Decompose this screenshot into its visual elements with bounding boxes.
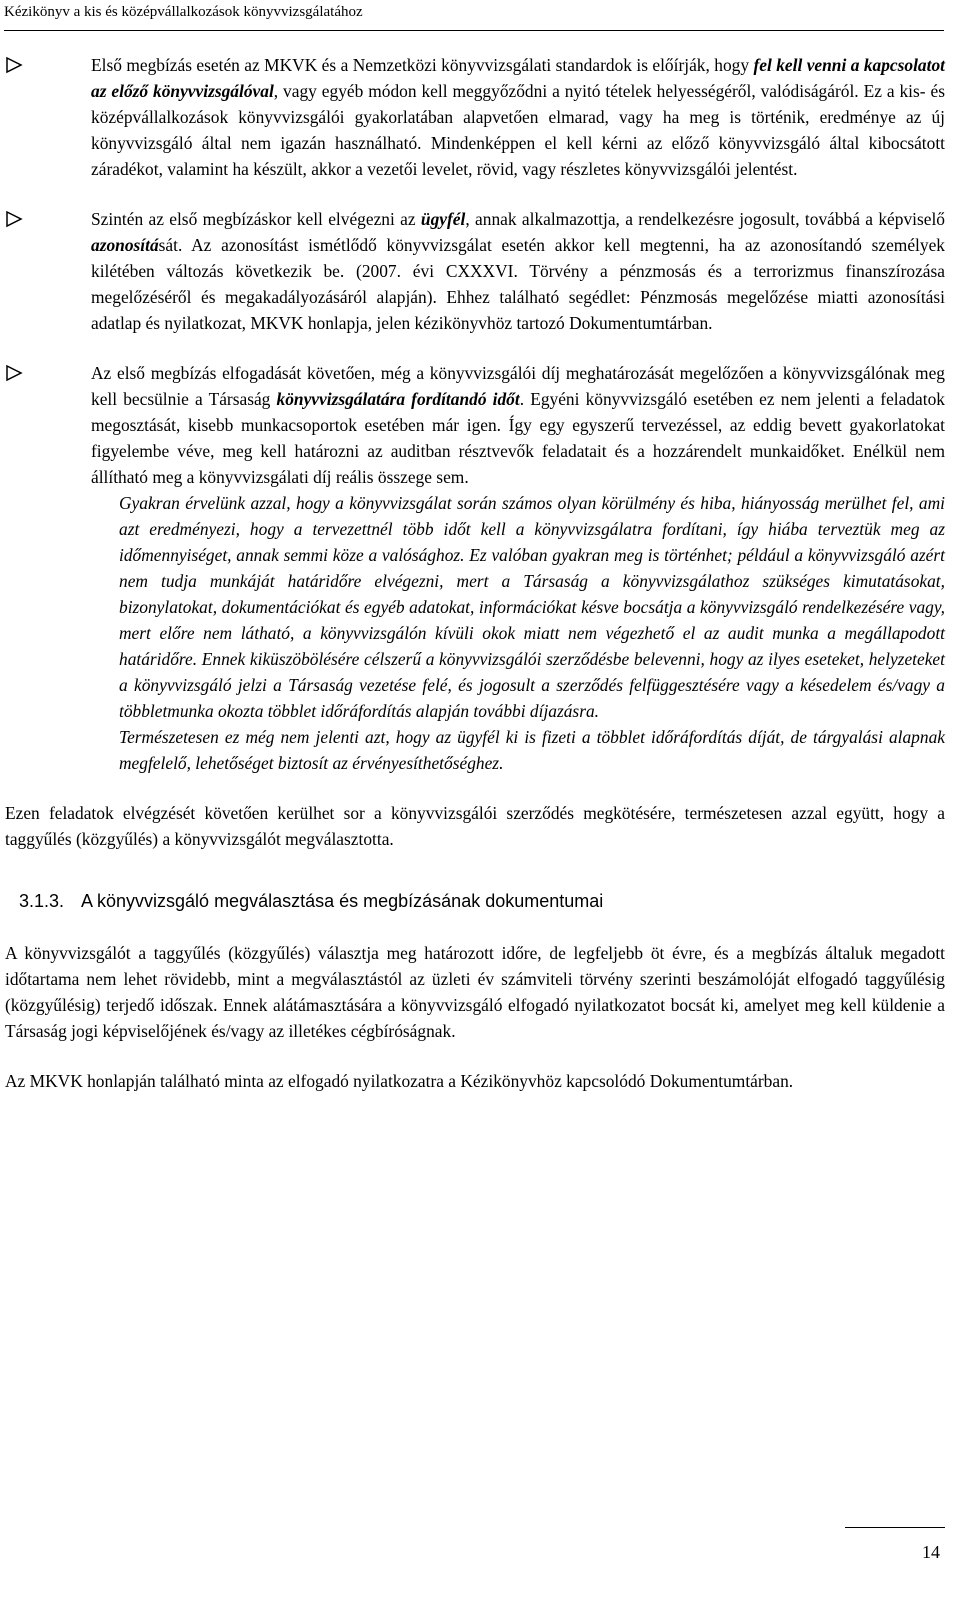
bullet-item-client-identification: [5, 206, 945, 336]
arrow-bullet-icon: [5, 56, 25, 74]
emphasis-text: könyvvizsgálatára fordítandó időt: [276, 389, 520, 409]
italic-note: Természetesen ez még nem jelenti azt, hogy az ügyfél ki is fizeti a többlet időráfordítás díját, de tárgyalási alapnak megfelelő, lehetőséget biztosít az érvényesíthetőséghez.: [119, 727, 945, 773]
italic-note: Gyakran érvelünk azzal, hogy a könyvvizsgálat során számos olyan körülmény és hiba, hiányosság merülhet fel, ami azt eredményezi, hogy a tervezettnél több időt kell a könyvvizsgálatra fordítani, így hiába terveztük meg az időmennyiséget, annak semmi köze a valósághoz. Ez valóban gyakran meg is történhet; például a könyvvizsgáló azért nem tudja munkáját határidőre elvégezni, mert a Társaság a könyvvizsgálathoz szükséges kimutatásokat, bizonylatokat, dokumentációkat és egyéb adatokat, információkat késve bocsátja a könyvvizsgáló rendelkezésére vagy, mert előre nem látható, a könyvvizsgálón kívüli okok miatt nem végezhető el az audit munka a megállapodott határidőre. Ennek kiküszöbölésére célszerű a könyvvizsgálói szerződésbe belevenni, hogy az ilyes eseteket, helyzeteket a könyvvizsgáló jelzi a Társaság vezetése felé, és jogosult a szerződés felfüggesztésére vagy a késedelem és/vagy a többletmunka okozta többlet időráfordítás alapján további díjazásra.: [119, 493, 945, 721]
emphasis-text: fel kell venni a kapcsolatot az előző könyvvizsgálóval: [91, 55, 945, 101]
page-number: 14: [922, 1542, 940, 1562]
bullet-item-time-estimate: [5, 360, 945, 776]
arrow-bullet-icon: [5, 210, 25, 228]
bullet-text: Az első megbízás elfogadását követően, még a könyvvizsgálói díj meghatározását megelőzően a könyvvizsgálónak meg kell becsülnie a Társaság könyvvizsgálatára fordítandó időt. Egyéni könyvvizsgáló esetében ez nem jelenti a feladatok megosztását, kisebb munkacsoportok esetében már igen. Így egy egyszerű tervezéssel, az eddig bevett gyakorlatokat figyelembe véve, meg kell határozni az auditban résztvevők feladatait és a hozzárendelt munkaidőket. Enélkül nem állítható meg a könyvvizsgálati díj reális összege sem.: [91, 363, 945, 487]
section-heading: [19, 888, 945, 914]
emphasis-text: azonosítá: [91, 235, 159, 255]
footer-divider: [845, 1527, 945, 1528]
body-paragraph: Ezen feladatok elvégzését követően kerülhet sor a könyvvizsgálói szerződés megkötésére, természetesen azzal együtt, hogy a taggyűlés (közgyűlés) a könyvvizsgálót megválasztotta.: [5, 803, 945, 849]
header-title: Kézikönyv a kis és középvállalkozások könyvvizsgálatához: [4, 4, 363, 20]
emphasis-text: ügyfél: [420, 209, 466, 229]
arrow-bullet-icon: [5, 364, 25, 382]
bullet-item-previous-auditor: [5, 52, 945, 182]
body-paragraph: A könyvvizsgálót a taggyűlés (közgyűlés) választja meg határozott időre, de legfeljebb öt évre, és a megbízás általuk megadott időtartama nem lehet rövidebb, mint a megválasztástól az üzleti év számviteli törvény szerinti beszámolóját elfogadó taggyűlésig (közgyűlésig) terjedő időszak. Ennek alátámasztására a könyvvizsgáló elfogadó nyilatkozatot bocsát ki, amelyet meg kell küldenie a Társaság jogi képviselőjének és/vagy az illetékes cégbíróságnak.: [5, 943, 945, 1041]
body-paragraph: Az MKVK honlapján található minta az elfogadó nyilatkozatra a Kézikönyvhöz kapcsolódó Dokumentumtárban.: [5, 1071, 794, 1091]
section-number: 3.1.3.: [19, 891, 65, 911]
running-header: [4, 2, 944, 31]
document-body: [5, 52, 945, 1118]
section-title: A könyvvizsgáló megválasztása és megbízásának dokumentumai: [81, 891, 604, 911]
bullet-text: Szintén az első megbízáskor kell elvégezni az ügyfél, annak alkalmazottja, a rendelkezésre jogosult, továbbá a képviselő azonosítását. Az azonosítást ismétlődő könyvvizsgálat esetén akkor kell megtenni, ha az azonosítandó személyek kilétében változás következik be. (2007. évi CXXXVI. Törvény a pénzmosás és a terrorizmus finanszírozása megelőzéséről és megakadályozásáról alapján). Ehhez található segédlet: Pénzmosás megelőzése miatti azonosítási adatlap és nyilatkozat, MKVK honlapja, jelen kézikönyvhöz tartozó Dokumentumtárban.: [91, 209, 945, 333]
bullet-text: Első megbízás esetén az MKVK és a Nemzetközi könyvvizsgálati standardok is előírják, hogy fel kell venni a kapcsolatot az előző könyvvizsgálóval, vagy egyéb módon kell meggyőződni a nyitó tételek helyességéről, valódiságáról. Ez a kis- és középvállalkozások könyvvizsgálói gyakorlatában alapvetően elmarad, vagy ha meg is történik, eredménye az új könyvvizsgáló által nem igazán használható. Mindenképpen el kell kérni az előző könyvvizsgáló által kibocsátott záradékot, valamint ha készült, akkor a vezetői levelet, rövid, vagy részletes könyvvizsgálói jelentést.: [91, 55, 945, 179]
